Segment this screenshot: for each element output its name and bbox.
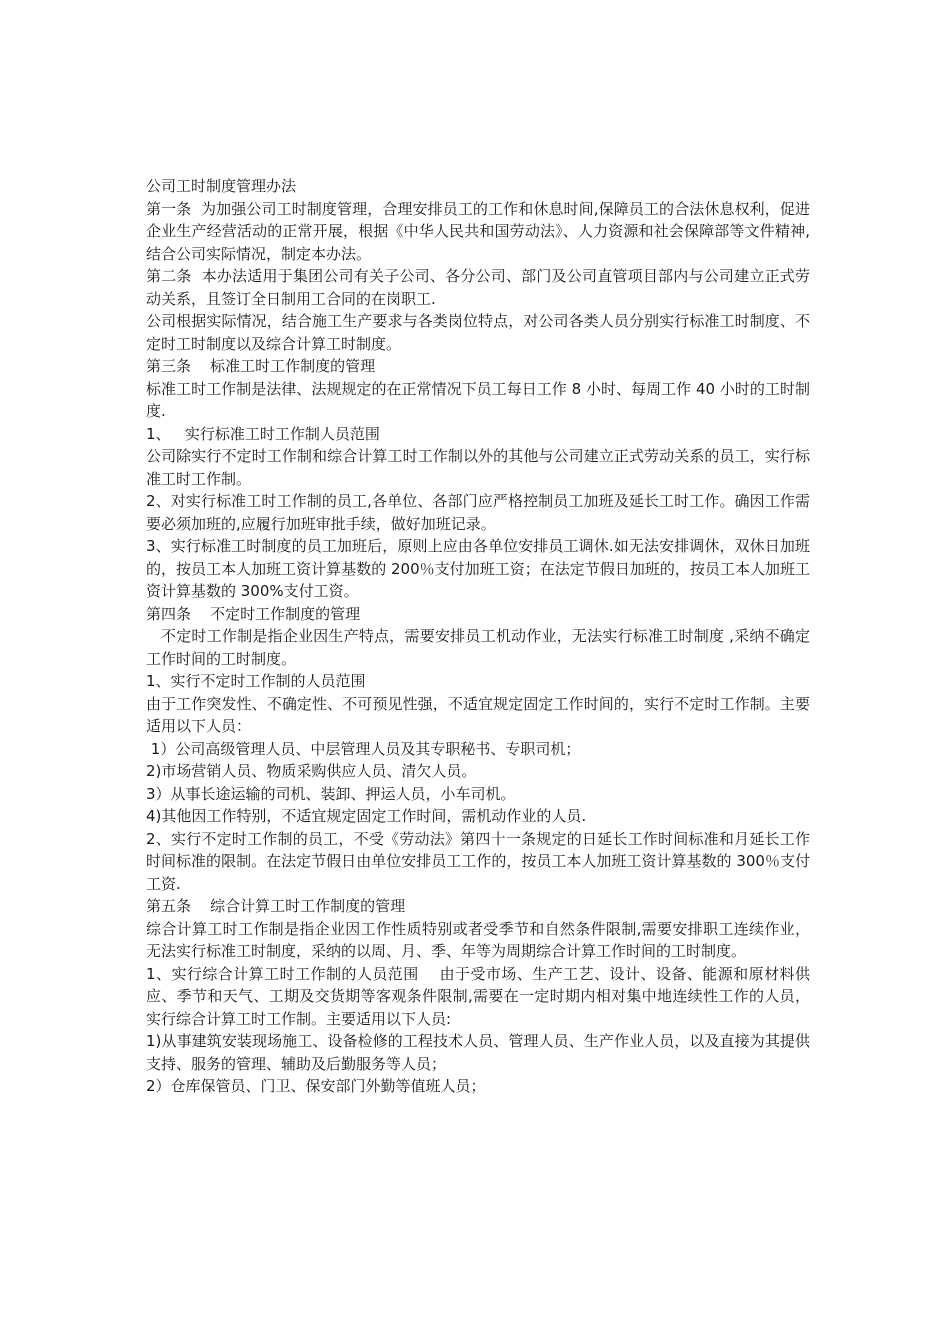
list-item: 1、实行不定时工作制的人员范围 [146,672,366,690]
article-1-paragraph: 第一条 为加强公司工时制度管理，合理安排员工的工作和休息时间,保障员工的合法休息权利，促进企业生产经营活动的正常开展，根据《中华人民共和国劳动法》、人力资源和社会保障部等文件精神,结合公司实际情况，制定本办法。 [146,199,810,263]
list-item: 4)其他因工作特别，不适宜规定固定工作时间，需机动作业的人员. [146,807,587,825]
article-5-heading: 第五条 综合计算工时工作制度的管理 [146,897,406,915]
list-item: 2、对实行标准工时工作制的员工,各单位、各部门应严格控制员工加班及延长工时工作。确因工作需要必须加班的,应履行加班审批手续，做好加班记录。 [146,492,810,533]
list-item: 1）公司高级管理人员、中层管理人员及其专职秘书、专职司机； [146,739,581,758]
article-2-paragraph: 第二条 本办法适用于集团公司有关子公司、各分公司、部门及公司直管项目部内与公司建立正式劳动关系，且签订全日制用工合同的在岗职工. [146,267,810,308]
article-3-heading: 第三条 标准工时工作制度的管理 [146,357,376,375]
list-item: 2）仓库保管员、门卫、保安部门外勤等值班人员； [146,1077,486,1095]
list-item: 2、实行不定时工作制的员工，不受《劳动法》第四十一条规定的日延长工作时间标准和月延长工作时间标准的限制。在法定节假日由单位安排员工工作的，按员工本人加班工资计算基数的 300％支付工资. [146,829,810,893]
list-item: 3、实行标准工时制度的员工加班后，原则上应由各单位安排员工调休.如无法安排调休，双休日加班的，按员工本人加班工资计算基数的 200％支付加班工资；在法定节假日加班的，按员工本人加班工资计算基数的 300%支付工资。 [146,537,810,600]
document-body [146,175,810,1098]
list-item: 2)市场营销人员、物质采购供应人员、清欠人员。 [146,762,477,780]
list-item: 3）从事长途运输的司机、装卸、押运人员，小车司机。 [146,784,516,803]
list-item: 1)从事建筑安装现场施工、设备检修的工程技术人员、管理人员、生产作业人员，以及直接为其提供支持、服务的管理、辅助及后勤服务等人员； [146,1032,810,1073]
body-paragraph: 不定时工作制是指企业因生产特点，需要安排员工机动作业，无法实行标准工时制度 ,采纳不确定工作时间的工时制度。 [146,627,810,668]
body-paragraph: 综合计算工时工作制是指企业因工作性质特别或者受季节和自然条件限制,需要安排职工连续作业，无法实行标准工时制度，采纳的以周、月、季、年等为周期综合计算工作时间的工时制度。 [146,919,810,960]
article-4-heading: 第四条 不定时工作制度的管理 [146,604,361,623]
list-item: 1、实行综合计算工时工作制的人员范围 由于受市场、生产工艺、设计、设备、能源和原材料供应、季节和天气、工期及交货期等客观条件限制,需要在一定时期内相对集中地连续性工作的人员，实行综合计算工时工作制。主要适用以下人员: [146,964,810,1028]
body-paragraph: 由于工作突发性、不确定性、不可预见性强，不适宜规定固定工作时间的，实行不定时工作制。主要适用以下人员： [146,694,810,735]
body-paragraph: 公司除实行不定时工作制和综合计算工时工作制以外的其他与公司建立正式劳动关系的员工，实行标准工时工作制。 [146,447,810,488]
document-title: 公司工时制度管理办法 [146,177,297,195]
body-paragraph: 标准工时工作制是法律、法规规定的在正常情况下员工每日工作 8 小时、每周工作 40 小时的工时制度. [146,379,810,420]
list-item: 1、 实行标准工时工作制人员范围 [146,424,380,443]
body-paragraph: 公司根据实际情况，结合施工生产要求与各类岗位特点，对公司各类人员分别实行标准工时制度、不定时工时制度以及综合计算工时制度。 [146,312,810,353]
